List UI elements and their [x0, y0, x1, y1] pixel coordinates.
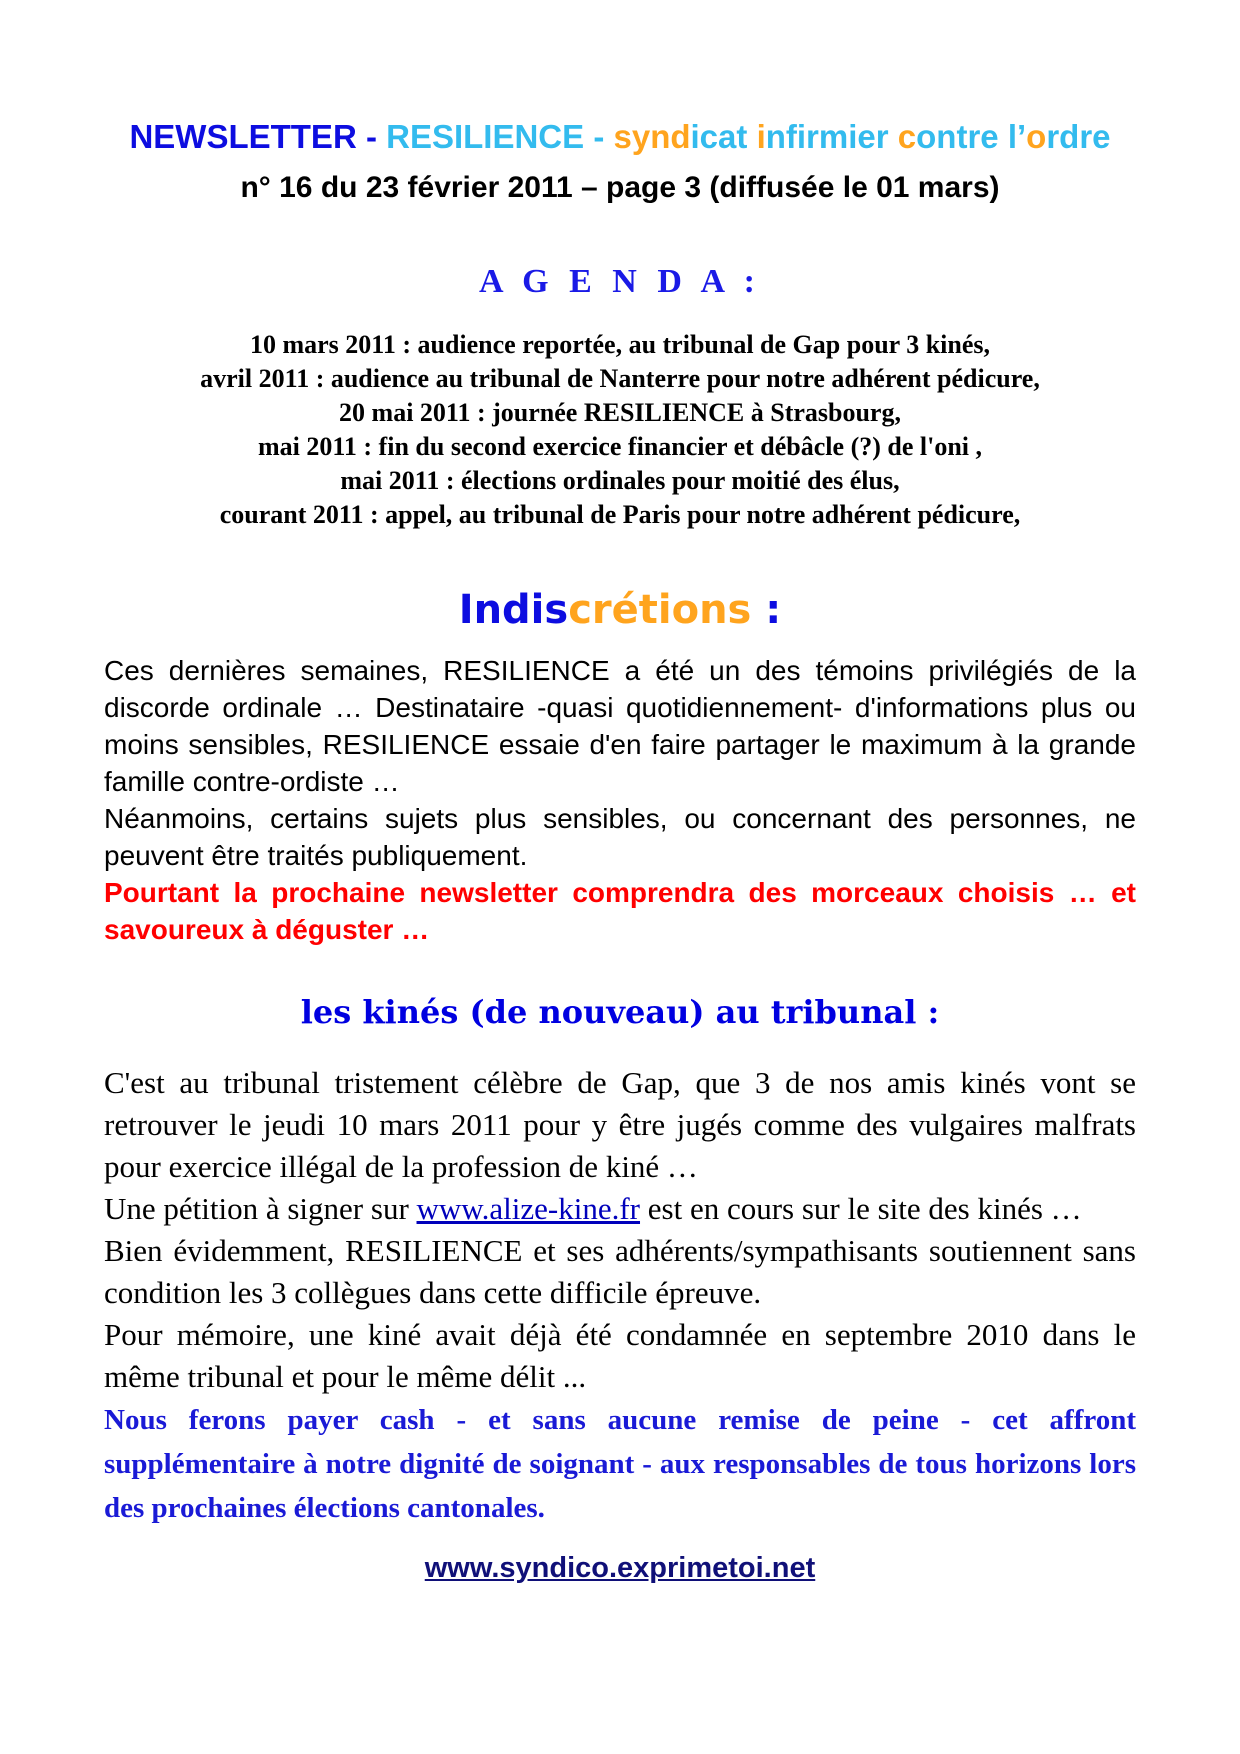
agenda-item: 20 mai 2011 : journée RESILIENCE à Strasbourg,: [339, 398, 901, 427]
title-segment-i: i: [756, 118, 766, 155]
title-segment-synd: synd: [613, 118, 691, 155]
indiscretions-heading-segment-cretions: crétions: [568, 587, 752, 633]
petition-link[interactable]: www.alize-kine.fr: [416, 1191, 641, 1226]
kines-heading: les kinés (de nouveau) au tribunal :: [300, 993, 940, 1031]
title-segment-l-apos: l’: [1007, 118, 1027, 155]
agenda-item: mai 2011 : fin du second exercice financier et débâcle (?) de l'oni ,: [257, 432, 983, 461]
title-segment-newsletter: NEWSLETTER -: [129, 118, 387, 155]
footer-site-link[interactable]: www.syndico.exprimetoi.net: [424, 1552, 816, 1584]
red-highlight-text: Pourtant la prochaine newsletter comprendra des morceaux choisis … et savoureux à déguster …: [104, 877, 1136, 945]
title-segment-dash: -: [593, 118, 614, 155]
petition-text-before: Une pétition à signer sur: [104, 1191, 417, 1226]
kines-paragraph-1: C'est au tribunal tristement célèbre de Gap, que 3 de nos amis kinés vont se retrouver le jeudi 10 mars 2011 pour y être jugés comme des vulgaires malfrats pour exercice illégal de la profession de kiné …: [104, 1065, 1136, 1184]
title-segment-nfirmier: nfirmier: [765, 118, 898, 155]
agenda-item: mai 2011 : élections ordinales pour moitié des élus,: [340, 466, 900, 495]
footer: [104, 1552, 1136, 1585]
agenda-item: 10 mars 2011 : audience reportée, au tribunal de Gap pour 3 kinés,: [249, 330, 991, 359]
agenda-list: [104, 328, 1136, 532]
petition-sentence: [104, 1188, 1136, 1230]
kines-paragraph-3: Bien évidemment, RESILIENCE et ses adhérents/sympathisants soutiennent sans condition les 3 collègues dans cette difficile épreuve.: [104, 1233, 1136, 1310]
blue-highlight-text: Nous ferons payer cash - et sans aucune remise de peine - cet affront supplémentaire à notre dignité de soignant - aux responsables de tous horizons lors des prochaines élections cantonales.: [104, 1404, 1136, 1524]
title-segment-resilience: RESILIENCE: [386, 118, 594, 155]
title-segment-c: c: [897, 118, 917, 155]
kines-section: [104, 1062, 1136, 1530]
issue-info: n° 16 du 23 février 2011 – page 3 (diffusée le 01 mars): [240, 171, 1000, 204]
agenda-item: courant 2011 : appel, au tribunal de Paris pour notre adhérent pédicure,: [219, 500, 1021, 529]
indiscretions-paragraph-2: Néanmoins, certains sujets plus sensibles, ou concernant des personnes, ne peuvent être traités publiquement.: [104, 803, 1136, 871]
petition-text-after: est en cours sur le site des kinés …: [640, 1191, 1082, 1226]
title-segment-icat: icat: [690, 118, 757, 155]
title-segment-ontre: ontre: [916, 118, 1008, 155]
title-segment-o: o: [1026, 118, 1047, 155]
indiscretions-section: [104, 652, 1136, 948]
agenda-heading: A G E N D A :: [478, 263, 762, 300]
title-segment-rdre: rdre: [1046, 118, 1111, 155]
indiscretions-paragraph-1: Ces dernières semaines, RESILIENCE a été un des témoins privilégiés de la discorde ordinale … Destinataire -quasi quotidiennement- d'informations plus ou moins sensibles, RESILIENCE essaie d'en faire partager le maximum à la grande famille contre-ordiste …: [104, 655, 1136, 797]
indiscretions-heading-segment-colon: :: [751, 587, 782, 633]
indiscretions-heading: [104, 586, 1136, 634]
newsletter-title: [104, 118, 1136, 156]
indiscretions-heading-segment-indis: Indis: [458, 587, 569, 633]
agenda-item: avril 2011 : audience au tribunal de Nanterre pour notre adhérent pédicure,: [200, 364, 1040, 393]
kines-paragraph-4: Pour mémoire, une kiné avait déjà été condamnée en septembre 2010 dans le même tribunal et pour le même délit ...: [104, 1317, 1136, 1394]
